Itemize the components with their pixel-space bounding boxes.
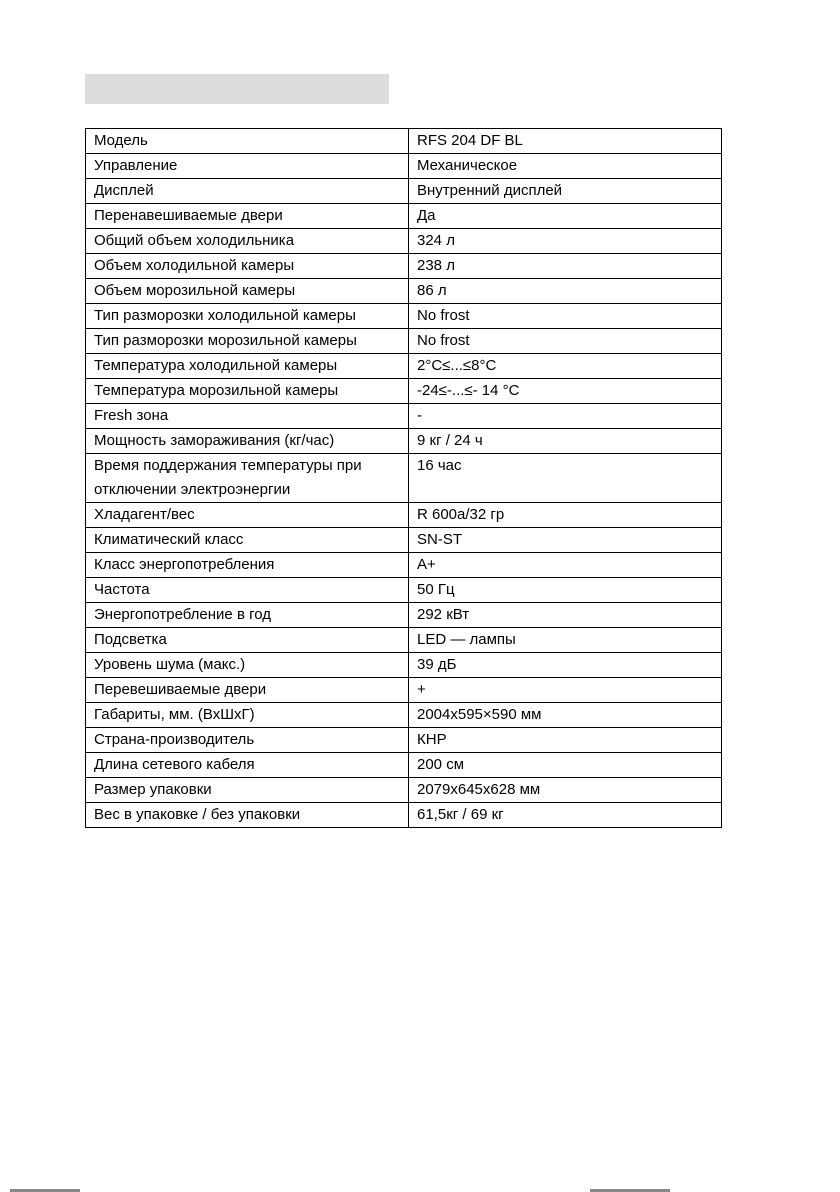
spec-value-cell: RFS 204 DF BL [409,129,722,154]
table-row [86,304,722,329]
table-row [86,379,722,404]
table-row [86,229,722,254]
spec-value-cell: R 600a/32 гр [409,503,722,528]
spec-value-cell: No frost [409,304,722,329]
spec-parameter-cell: Энергопотребление в год [86,603,409,628]
spec-value-cell: 238 л [409,254,722,279]
table-row [86,404,722,429]
spec-value-cell: Внутренний дисплей [409,179,722,204]
table-row [86,603,722,628]
spec-value-cell: Да [409,204,722,229]
table-row [86,553,722,578]
spec-parameter-cell: Мощность замораживания (кг/час) [86,429,409,454]
table-row [86,778,722,803]
table-row [86,528,722,553]
spec-parameter-cell: Температура холодильной камеры [86,354,409,379]
spec-value-cell: 292 кВт [409,603,722,628]
spec-value-cell: 86 л [409,279,722,304]
spec-parameter-cell: Дисплей [86,179,409,204]
spec-value-cell: 9 кг / 24 ч [409,429,722,454]
spec-parameter-cell: Тип разморозки холодильной камеры [86,304,409,329]
section-heading-placeholder [85,74,389,104]
table-row [86,354,722,379]
spec-value-cell: No frost [409,329,722,354]
spec-value-cell: 39 дБ [409,653,722,678]
table-row [86,803,722,828]
spec-parameter-cell: Габариты, мм. (ВхШхГ) [86,703,409,728]
table-row [86,578,722,603]
table-row [86,129,722,154]
spec-parameter-cell: Подсветка [86,628,409,653]
table-row [86,753,722,778]
spec-parameter-cell: Время поддержания температуры при отключении электроэнергии [86,454,409,503]
table-row [86,204,722,229]
spec-value-cell: A+ [409,553,722,578]
spec-value-cell: - [409,404,722,429]
spec-value-cell: 2004x595×590 мм [409,703,722,728]
spec-parameter-cell: Частота [86,578,409,603]
specifications-table-body [86,129,722,828]
spec-parameter-cell: Объем холодильной камеры [86,254,409,279]
table-row [86,454,722,503]
specifications-table [85,128,722,828]
table-row [86,429,722,454]
table-row [86,628,722,653]
spec-value-cell: -24≤-...≤- 14 °С [409,379,722,404]
spec-parameter-cell: Размер упаковки [86,778,409,803]
spec-parameter-cell: Страна-производитель [86,728,409,753]
spec-parameter-cell: Класс энергопотребления [86,553,409,578]
table-row [86,329,722,354]
spec-value-cell: 2079x645x628 мм [409,778,722,803]
table-row [86,154,722,179]
spec-value-cell: + [409,678,722,703]
table-row [86,279,722,304]
spec-parameter-cell: Длина сетевого кабеля [86,753,409,778]
spec-value-cell: Механическое [409,154,722,179]
spec-value-cell: 61,5кг / 69 кг [409,803,722,828]
spec-parameter-cell: Управление [86,154,409,179]
table-row [86,254,722,279]
table-row [86,653,722,678]
spec-value-cell: КНР [409,728,722,753]
spec-parameter-cell: Объем морозильной камеры [86,279,409,304]
spec-parameter-cell: Модель [86,129,409,154]
spec-parameter-cell: Уровень шума (макс.) [86,653,409,678]
spec-value-cell: 50 Гц [409,578,722,603]
spec-parameter-cell: Вес в упаковке / без упаковки [86,803,409,828]
table-row [86,503,722,528]
table-row [86,728,722,753]
spec-value-cell: 324 л [409,229,722,254]
spec-value-cell: 16 час [409,454,722,503]
spec-parameter-cell: Fresh зона [86,404,409,429]
table-row [86,179,722,204]
spec-parameter-cell: Перевешиваемые двери [86,678,409,703]
spec-value-cell: 200 см [409,753,722,778]
spec-parameter-cell: Температура морозильной камеры [86,379,409,404]
spec-value-cell: LED — лампы [409,628,722,653]
table-row [86,703,722,728]
spec-parameter-cell: Климатический класс [86,528,409,553]
spec-value-cell: 2°С≤...≤8°С [409,354,722,379]
spec-parameter-cell: Тип разморозки морозильной камеры [86,329,409,354]
spec-parameter-cell: Перенавешиваемые двери [86,204,409,229]
spec-parameter-cell: Общий объем холодильника [86,229,409,254]
table-row [86,678,722,703]
spec-value-cell: SN-ST [409,528,722,553]
spec-parameter-cell: Хладагент/вес [86,503,409,528]
